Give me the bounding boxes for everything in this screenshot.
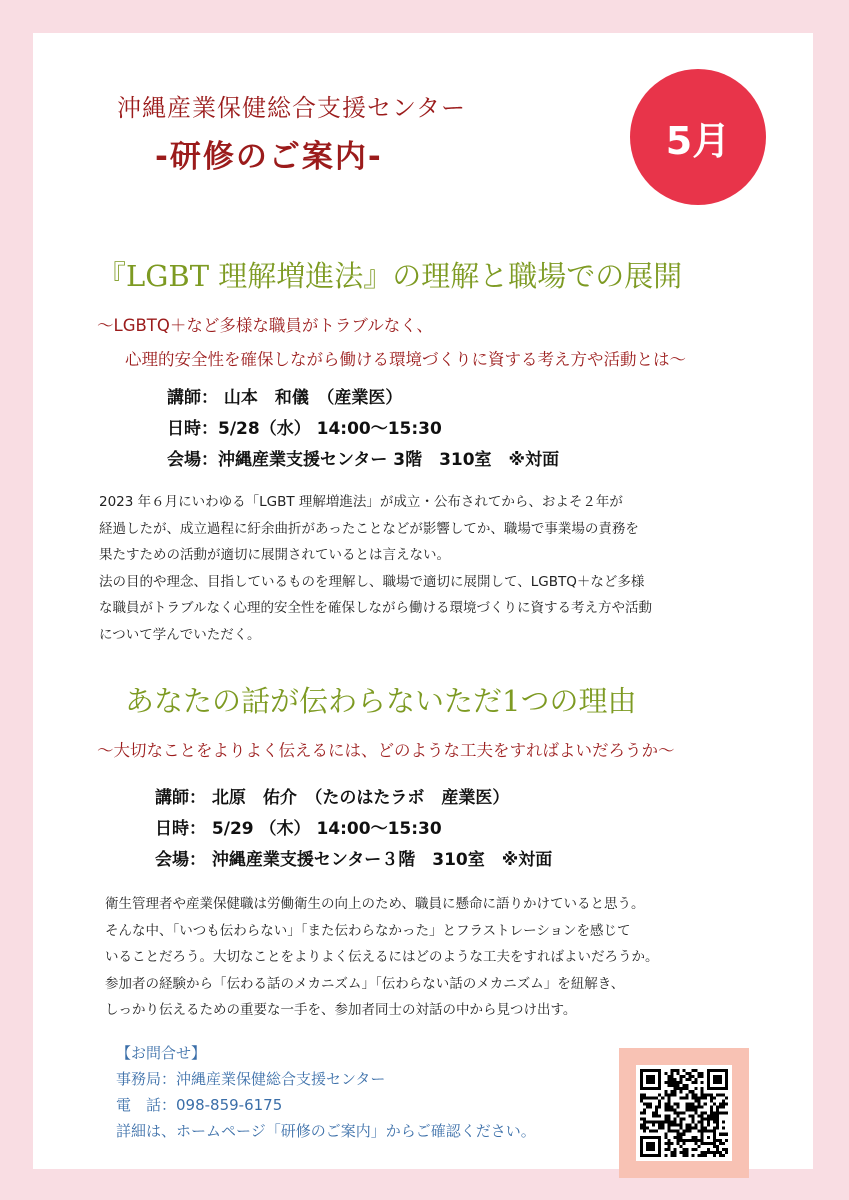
section1-body-line: 法の目的や理念、目指しているものを理解し、職場で適切に展開して、LGBTQ＋など多様 — [99, 573, 645, 590]
section1-subtitle-line2: 心理的安全性を確保しながら働ける環境づくりに資する考え方や活動とは～ — [125, 350, 686, 369]
section1-venue: 会場：沖縄産業支援センター 3階 310室 ※対面 — [167, 450, 560, 470]
section1-description — [99, 489, 652, 648]
section1-body-line: な職員がトラブルなく心理的安全性を確保しながら働ける環境づくりに資する考え方や活動 — [99, 600, 652, 616]
section1-body-line: 2023 年６月にいわゆる「LGBT 理解増進法」が成立・公布されてから、およそ２年が — [99, 494, 623, 510]
section1-subtitle-line1: ～LGBTQ＋など多様な職員がトラブルなく、 — [97, 316, 433, 335]
section2-body-line: いることだろう。大切なことをよりよく伝えるにはどのような工夫をすればよいだろうか。 — [105, 949, 659, 965]
qr-code-frame — [619, 1048, 749, 1178]
section2-title: あなたの話が伝わらないただ1つの理由 — [125, 684, 637, 718]
org-title: 沖縄産業保健総合支援センター — [117, 94, 467, 122]
section2-body-line: そんな中、「いつも伝わらない」「また伝わらなかった」とフラストレーションを感じて — [105, 922, 631, 939]
section2-datetime: 日時： 5/29 （木） 14:00～15:30 — [155, 819, 442, 839]
section2-lecturer: 講師： 北原 佑介 （たのはたラボ 産業医） — [155, 788, 510, 808]
section1-body-line: について学んでいただく。 — [99, 626, 261, 643]
section2-description — [105, 891, 659, 1024]
section2-body-line: しっかり伝えるための重要な一手を、参加者同士の対話の中から見つけ出す。 — [105, 1002, 577, 1018]
flyer-sheet — [33, 33, 813, 1169]
section1-body-line: 果たすための活動が適切に展開されているとは言えない。 — [99, 547, 450, 563]
month-badge — [630, 69, 766, 205]
section2-info — [155, 783, 552, 876]
flyer-title: -研修のご案内- — [155, 139, 383, 175]
section2-subtitle: ～大切なことをよりよく伝えるには、どのような工夫をすればよいだろうか～ — [97, 741, 675, 760]
contact-block — [116, 1040, 536, 1144]
qr-code-icon[interactable] — [636, 1065, 732, 1161]
contact-phone[interactable]: 電 話：098-859-6175 — [116, 1096, 283, 1114]
section1-info — [167, 383, 559, 476]
section1-title: 『LGBT 理解増進法』の理解と職場での展開 — [97, 259, 683, 293]
section1-datetime: 日時：5/28（水） 14:00～15:30 — [167, 419, 442, 439]
qr-code-graphic — [640, 1069, 728, 1157]
section2-body-line: 衛生管理者や産業保健職は労働衛生の向上のため、職員に懸命に語りかけていると思う。 — [105, 896, 645, 912]
month-badge-label: 5月 — [665, 118, 731, 163]
section1-body-line: 経過したが、成立過程に紆余曲折があったことなどが影響してか、職場で事業場の責務を — [99, 520, 639, 537]
section2-body-line: 参加者の経験から「伝わる話のメカニズム」「伝わらない話のメカニズム」を紐解き、 — [105, 975, 625, 992]
contact-office: 事務局：沖縄産業保健総合支援センター — [116, 1070, 386, 1088]
section2-venue: 会場： 沖縄産業支援センター３階 310室 ※対面 — [155, 850, 553, 870]
contact-details: 詳細は、ホームページ「研修のご案内」からご確認ください。 — [116, 1122, 536, 1140]
contact-heading: 【お問合せ】 — [116, 1044, 207, 1062]
section1-lecturer: 講師： 山本 和儀 （産業医） — [167, 388, 403, 408]
